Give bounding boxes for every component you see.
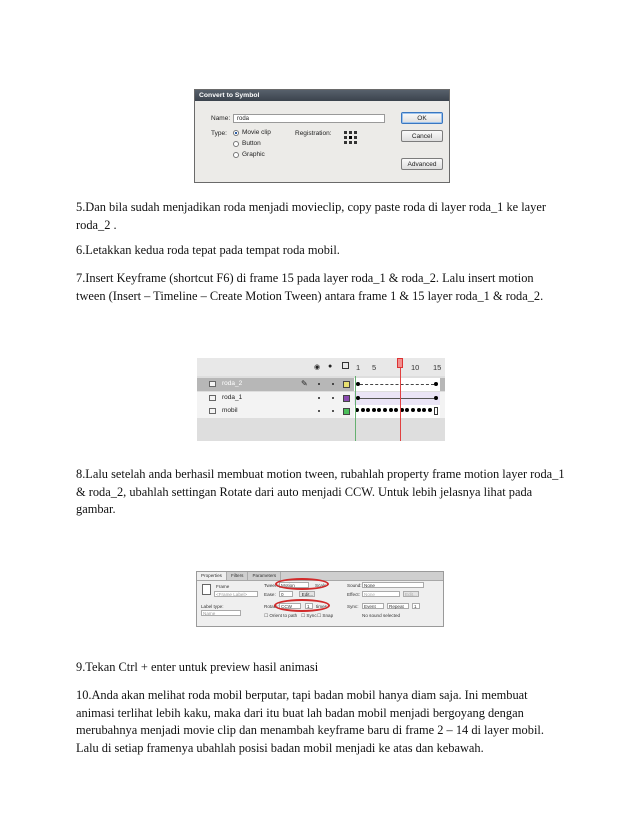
lock-icon[interactable]: ● xyxy=(328,363,333,370)
rotate-label: Rotate: xyxy=(264,604,279,609)
frame-number-15: 15 xyxy=(433,363,442,372)
frame-1-marker xyxy=(355,376,356,441)
step-7-text: 7.Insert Keyframe (shortcut F6) di frame 15 pada layer roda_1 & roda_2. Lalu insert motion tween (Insert – Timeline – Create Motion Tween) antara frame 1 & 15 layer roda_1 & roda_2. xyxy=(76,271,544,303)
tween-highlight-circle xyxy=(275,578,329,590)
scale-label: Scale xyxy=(315,583,327,588)
step-10-text: 10.Anda akan melihat roda mobil berputar, tapi badan mobil hanya diam saja. Ini membuat animasi terlihat lebih kaku, maka dari itu buat lah badan mobil menjadi bergoyang dengan merubahnya menjadi movie clip dan menambah keyframe baru di frame 2 – 14 di layer mobil. Lalu di setiap framenya ubahlah posisi badan mobil menjadi ke atas dan kebawah. xyxy=(76,688,544,755)
repeat-select[interactable]: Repeat xyxy=(387,603,409,609)
sync-checkbox[interactable]: ☐ Sync xyxy=(301,613,317,618)
tab-parameters[interactable]: Parameters xyxy=(248,572,281,580)
properties-panel xyxy=(196,571,444,627)
effect-label: Effect: xyxy=(347,592,360,597)
snap-checkbox[interactable]: ☐ Snap xyxy=(317,613,334,618)
step-9-text: 9.Tekan Ctrl + enter untuk preview hasil animasi xyxy=(76,660,319,674)
tween-label: Tween: xyxy=(264,583,279,588)
radio-icon xyxy=(233,152,239,158)
tab-filters[interactable]: Filters xyxy=(227,572,249,580)
registration-label: Registration: xyxy=(295,130,332,137)
layer-row-mobil[interactable] xyxy=(197,405,445,418)
tween-select[interactable]: Motion xyxy=(279,582,309,588)
layer-name: roda_1 xyxy=(222,394,243,401)
dialog-title: Convert to Symbol xyxy=(195,90,449,101)
name-label: Name: xyxy=(211,115,231,122)
name-input[interactable]: roda xyxy=(233,114,385,123)
playhead[interactable] xyxy=(397,358,403,368)
effect-edit-button[interactable]: Edit... xyxy=(403,591,419,597)
convert-to-symbol-dialog xyxy=(194,89,450,183)
ease-edit-button[interactable]: Edit... xyxy=(299,591,315,597)
rotate-highlight-circle xyxy=(274,599,330,612)
frame-track[interactable] xyxy=(354,392,440,405)
layer-row-roda-1[interactable] xyxy=(197,392,445,405)
radio-icon xyxy=(233,141,239,147)
repeat-count-input[interactable]: 1 xyxy=(412,603,420,609)
eye-icon[interactable]: ◉ xyxy=(314,364,321,371)
rotate-select[interactable]: CCW xyxy=(279,603,301,609)
layer-color-swatch[interactable] xyxy=(343,395,350,402)
no-sound-text: No sound selected xyxy=(362,613,401,618)
times-label: times xyxy=(316,604,327,609)
step-6-text: 6.Letakkan kedua roda tepat pada tempat roda mobil. xyxy=(76,243,340,257)
pencil-icon: ✎ xyxy=(301,379,308,388)
sync2-label: Sync: xyxy=(347,604,359,609)
type-label: Type: xyxy=(211,130,227,137)
layer-name: roda_2 xyxy=(222,380,243,387)
layer-name: mobil xyxy=(222,407,238,414)
effect-select[interactable]: None xyxy=(362,591,400,597)
label-type-label: Label type: xyxy=(201,604,224,609)
layer-row-roda-2[interactable] xyxy=(197,378,445,391)
layer-icon xyxy=(209,395,216,401)
radio-selected-icon xyxy=(233,130,239,136)
advanced-button[interactable]: Advanced xyxy=(401,158,443,170)
frame-label-input[interactable]: <Frame Label> xyxy=(214,591,258,597)
type-graphic-radio[interactable]: Graphic xyxy=(233,151,265,158)
timeline-panel xyxy=(197,358,445,441)
frame-number-1: 1 xyxy=(356,363,361,372)
type-button-radio[interactable]: Button xyxy=(233,140,261,147)
rotate-times-input[interactable]: 1 xyxy=(305,603,313,609)
ease-label: Ease: xyxy=(264,592,276,597)
frame-label: Frame xyxy=(216,584,230,589)
frame-number-10: 10 xyxy=(411,363,420,372)
frame-number-5: 5 xyxy=(372,363,377,372)
layer-color-swatch[interactable] xyxy=(343,408,350,415)
timeline-header xyxy=(197,358,445,376)
layer-icon xyxy=(209,408,216,414)
outline-icon[interactable] xyxy=(342,362,349,369)
playhead-line xyxy=(400,368,401,441)
registration-grid-icon[interactable] xyxy=(344,131,357,144)
orient-to-path-checkbox[interactable]: ☐ Orient to path xyxy=(264,613,298,618)
cancel-button[interactable]: Cancel xyxy=(401,130,443,142)
type-movie-clip-radio[interactable]: Movie clip xyxy=(233,129,271,136)
layer-color-swatch[interactable] xyxy=(343,381,350,388)
layer-icon xyxy=(209,381,216,387)
sound-select[interactable]: None xyxy=(362,582,424,588)
sync-select[interactable]: Event xyxy=(362,603,384,609)
step-8-text: 8.Lalu setelah anda berhasil membuat motion tween, rubahlah property frame motion layer roda_1 & roda_2, ubahlah settingan Rotate dari auto menjadi CCW. Untuk lebih jelasnya lihat pada gambar. xyxy=(76,467,565,516)
frame-track[interactable] xyxy=(354,378,440,391)
ease-input[interactable]: 0 xyxy=(279,591,293,597)
keyframe-track[interactable] xyxy=(354,405,440,418)
step-5-text: 5.Dan bila sudah menjadikan roda menjadi movieclip, copy paste roda di layer roda_1 ke layer roda_2 . xyxy=(76,200,546,232)
ok-button[interactable]: OK xyxy=(401,112,443,124)
tab-properties[interactable]: Properties xyxy=(197,572,227,580)
label-type-select[interactable]: Name xyxy=(201,610,241,616)
frame-icon xyxy=(202,584,211,595)
sound-label: Sound: xyxy=(347,583,362,588)
